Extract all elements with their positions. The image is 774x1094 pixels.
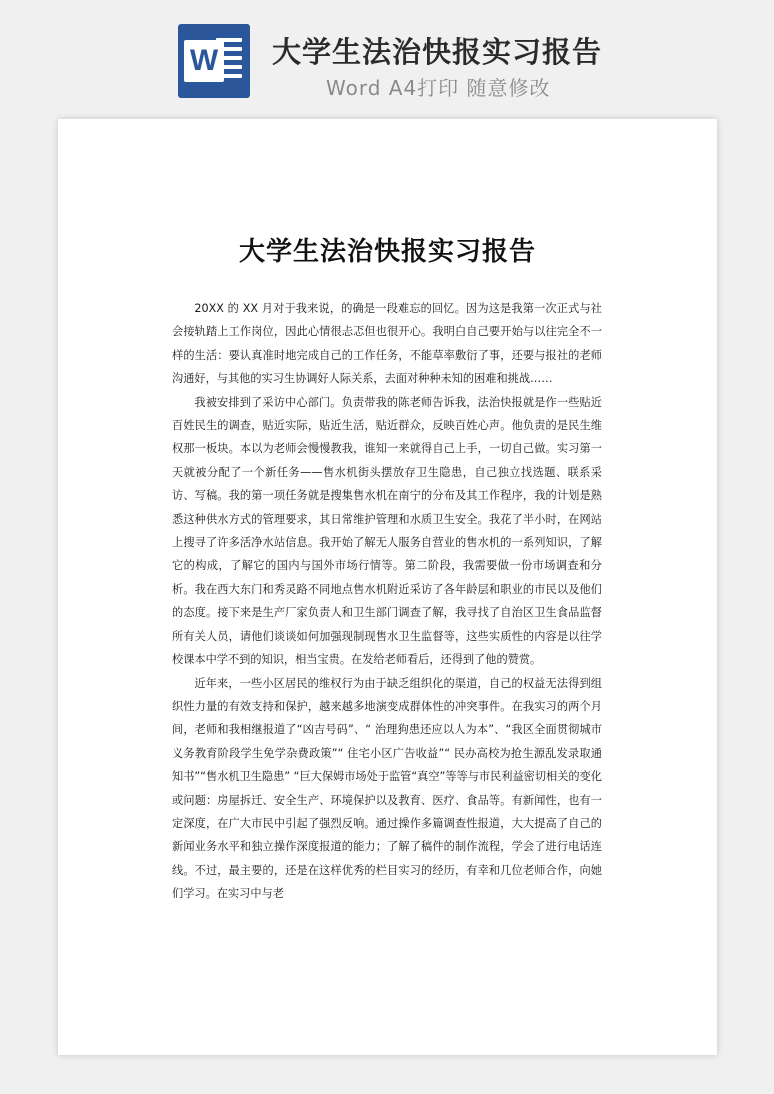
paragraph: 近年来，一些小区居民的维权行为由于缺乏组织化的渠道，自己的权益无法得到组织性力量的有效支持和保护，越来越多地演变成群体性的冲突事件。在我实习的两个月间，老师和我相继报道了“凶吉号码”、“ 治理狗患还应以人为本”、“我区全面贯彻城市义务教育阶段学生免学杂费政策”“ 住宅小区广告收益”“ 民办高校为抢生源乱发录取通知书”“售水机卫生隐患” “巨大保姆市场处于监管“真空”等等与市民利益密切相关的变化或问题：房屋拆迁、安全生产、环境保护以及教育、医疗、食品等。有新闻性，也有一定深度，在广大市民中引起了强烈反响。通过操作多篇调查性报道，大大提高了自己的新闻业务水平和独立操作深度报道的能力；了解了稿件的制作流程，学会了进行电话连线。不过，最主要的，还是在这样优秀的栏目实习的经历，有幸和几位老师合作，向她们学习。在实习中与老	[172, 676, 602, 901]
document-page	[58, 119, 717, 1055]
word-logo-letter: W	[184, 40, 224, 82]
word-logo-icon	[178, 24, 250, 98]
paragraph: 20XX 的 XX 月对于我来说，的确是一段难忘的回忆。因为这是我第一次正式与社会接轨踏上工作岗位，因此心情很忐忑但也很开心。我明白自己要开始与以往完全不一样的生活：要认真准时地完成自己的工作任务，不能草率敷衍了事，还要与报社的老师沟通好，与其他的实习生协调好人际关系，去面对种种未知的困难和挑战……	[172, 302, 602, 386]
banner-title: 大学生法治快报实习报告	[272, 35, 603, 69]
document-title: 大学生法治快报实习报告	[238, 237, 536, 267]
banner-subtitle: Word A4打印 随意修改	[326, 76, 551, 100]
document-body	[172, 297, 602, 906]
paragraph: 我被安排到了采访中心部门。负责带我的陈老师告诉我，法治快报就是作一些贴近百姓民生的调查，贴近实际，贴近生活，贴近群众，反映百姓心声。他负责的是民生维权那一板块。本以为老师会慢慢教我，谁知一来就得自己上手，一切自己做。实习第一天就被分配了一个新任务——售水机街头摆放存卫生隐患，自己独立找选题、联系采访、写稿。我的第一项任务就是搜集售水机在南宁的分布及其工作程序，我的计划是熟悉这种供水方式的管理要求，其日常维护管理和水质卫生安全。我花了半小时，在网站上搜寻了许多活净水站信息。我开始了解无人服务自营业的售水机的一系列知识，了解它的构成，了解它的国内与国外市场行情等。第二阶段，我需要做一份市场调查和分析。我在西大东门和秀灵路不同地点售水机附近采访了各年龄层和职业的市民以及他们的态度。接下来是生产厂家负责人和卫生部门调查了解，我寻找了自治区卫生食品监督所有关人员，请他们谈谈如何加强现制现售水卫生监督等，这些实质性的内容是以往学校课本中学不到的知识，相当宝贵。在发给老师看后，还得到了他的赞赏。	[172, 395, 602, 667]
header-banner	[0, 0, 774, 118]
